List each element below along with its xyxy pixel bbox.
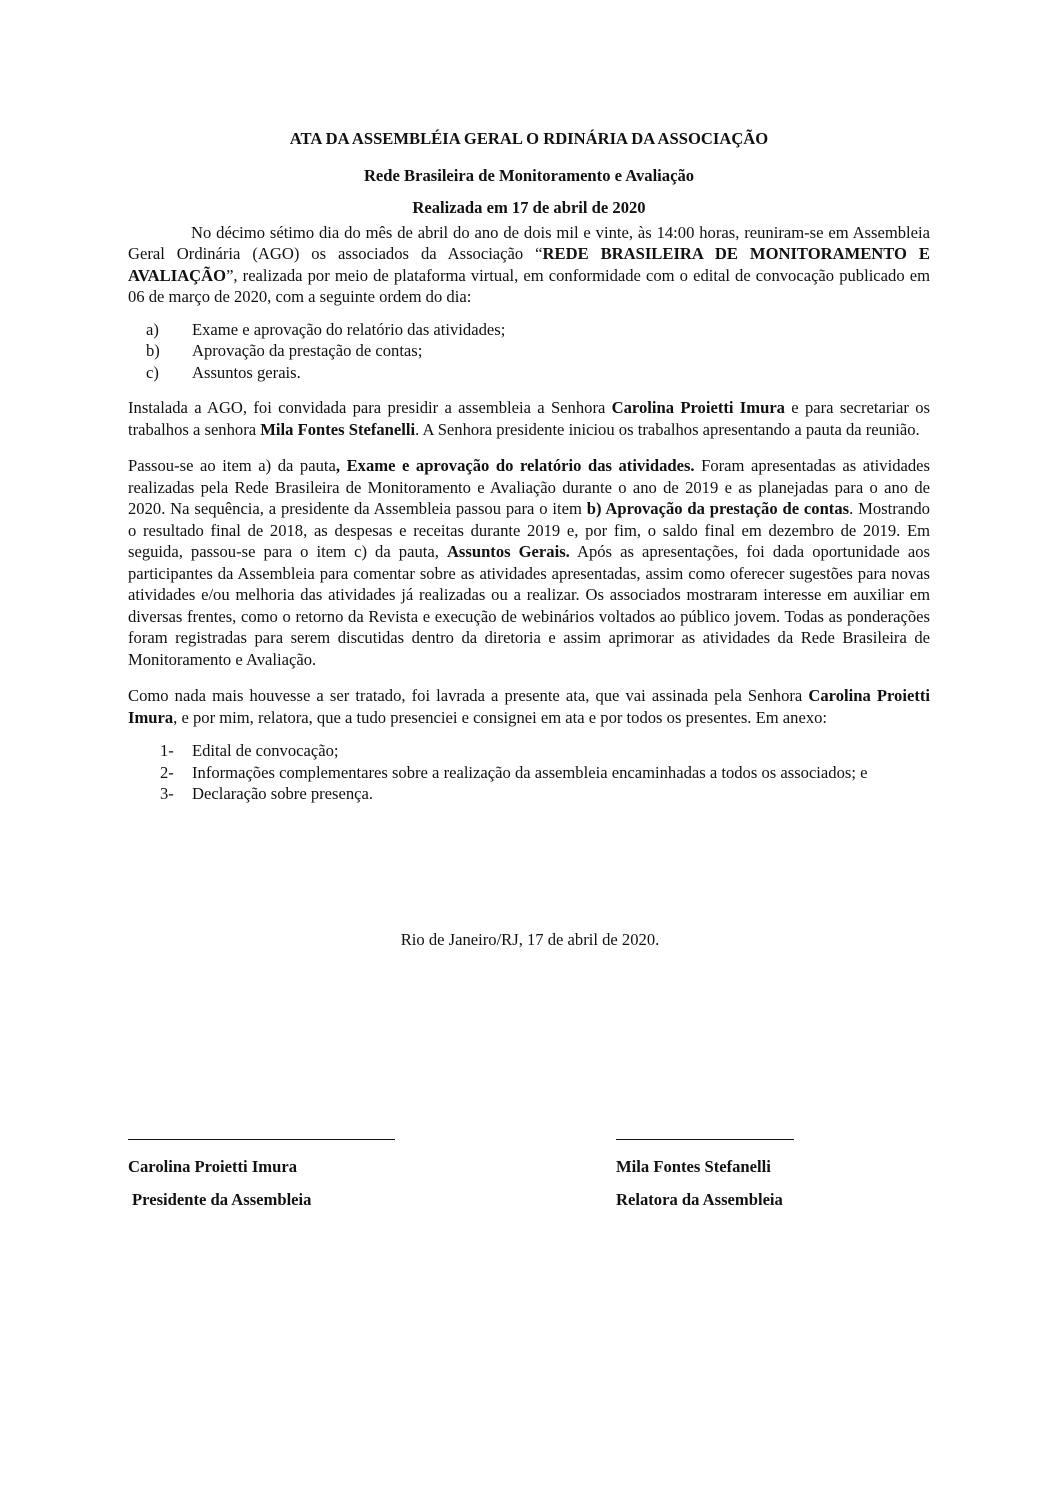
item-b-heading: b) Aprovação da prestação de contas [586, 499, 850, 518]
agenda-text: Aprovação da prestação de contas; [192, 341, 423, 360]
annex-marker: 3- [160, 784, 174, 803]
agenda-text: Exame e aprovação do relatório das atividades; [192, 319, 506, 339]
closing-text-2: , e por mim, relatora, que a tudo presenciei e consignei em ata e por todos os presentes. Em anexo: [173, 707, 828, 727]
intro-text-2: ”, realizada por meio de plataforma virtual, em conformidade com o edital de convocação publicado em 06 de março de 2020, com a seguinte ordem do dia: [128, 265, 930, 306]
discussion-text-1: Passou-se ao item a) da pauta [128, 456, 336, 475]
item-a-heading: , Exame e aprovação do relatório das atividades. [335, 456, 695, 475]
annex-text: Informações complementares sobre a realização da assembleia encaminhadas a todos os associados; e [192, 762, 868, 782]
installation-text-1: Instalada a AGO, foi convidada para presidir a assembleia a Senhora [128, 398, 612, 417]
closing-text-1: Como nada mais houvesse a ser tratado, foi lavrada a presente ata, que vai assinada pela Senhora [128, 686, 809, 705]
document-title: ATA DA ASSEMBLÉIA GERAL O RDINÁRIA DA ASSOCIAÇÃO [289, 129, 769, 148]
annex-list [128, 740, 930, 805]
place-date: Rio de Janeiro/RJ, 17 de abril de 2020. [400, 930, 660, 949]
discussion-paragraph [128, 455, 930, 670]
signature-line [616, 1139, 794, 1140]
agenda-item [128, 362, 930, 384]
installation-paragraph [128, 397, 930, 440]
president-name: Carolina Proietti Imura [611, 398, 785, 417]
intro-paragraph [128, 222, 930, 308]
intro-text-1: No décimo sétimo dia do mês de abril do ano de dois mil e vinte, às 14:00 horas, reuniram-se em Assembleia Geral Ordinária (AGO) os associados da Associação “ [128, 222, 930, 263]
closing-president-name: Carolina Proietti Imura [128, 686, 930, 727]
agenda-marker: c) [146, 362, 159, 382]
agenda-marker: b) [146, 341, 160, 360]
signer-role: Presidente da Assembleia [132, 1189, 312, 1209]
annex-text: Declaração sobre presença. [192, 784, 374, 803]
secretary-name: Mila Fontes Stefanelli [260, 419, 416, 439]
closing-paragraph [128, 685, 930, 728]
annex-item [128, 783, 930, 805]
annex-text: Edital de convocação; [192, 741, 339, 760]
signature-line [128, 1139, 395, 1140]
organization-name: REDE BRASILEIRA DE MONITORAMENTO E AVALIAÇÃO [128, 244, 930, 285]
discussion-text-2: Foram apresentadas as atividades realizadas pela Rede Brasileira de Monitoramento e Avaliação durante o ano de 2019 e as planejadas para o ano de 2020. Na sequência, a presidente da Assembleia passou para o item [128, 456, 930, 518]
signature-block-reporter [616, 1139, 794, 1210]
document-subtitle: Rede Brasileira de Monitoramento e Avaliação [363, 165, 695, 185]
agenda-item [128, 340, 930, 362]
agenda-text: Assuntos gerais. [192, 362, 301, 382]
installation-text-2: e para secretariar os trabalhos a senhora [128, 398, 930, 439]
signer-name: Mila Fontes Stefanelli [616, 1157, 771, 1176]
item-c-heading: Assuntos Gerais. [446, 542, 570, 561]
annex-item [128, 740, 930, 762]
signer-role: Relatora da Assembleia [616, 1189, 783, 1209]
signer-name: Carolina Proietti Imura [128, 1157, 297, 1176]
discussion-text-4: Após as apresentações, foi dada oportunidade aos participantes da Assembleia para comentar sobre as atividades apresentadas, assim como oferecer sugestões para novas atividades e/ou melhoria das atividades já realizadas ou a realizar. Os associados mostraram interesse em auxiliar em diversas frentes, como o retorno da Revista e execução de webinários voltados ao público jovem. Todas as ponderações foram registradas para serem discutidas dentro da diretoria e assim aprimorar as atividades da Rede Brasileira de Monitoramento e Avaliação. [128, 542, 930, 669]
agenda-item [128, 319, 930, 341]
document-date-line: Realizada em 17 de abril de 2020 [412, 198, 646, 217]
document-page [128, 128, 930, 805]
agenda-list [128, 319, 930, 384]
annex-marker: 2- [160, 762, 174, 782]
discussion-text-3: . Mostrando o resultado final de 2018, as despesas e receitas durante 2019 e, por fim, o saldo final em dezembro de 2019. Em seguida, passou-se para o item c) da pauta, [128, 499, 930, 561]
annex-item [128, 762, 930, 784]
annex-marker: 1- [160, 741, 174, 760]
signature-block-president [128, 1139, 395, 1210]
agenda-marker: a) [146, 319, 159, 339]
installation-text-3: . A Senhora presidente iniciou os trabalhos apresentando a pauta da reunião. [415, 419, 920, 439]
